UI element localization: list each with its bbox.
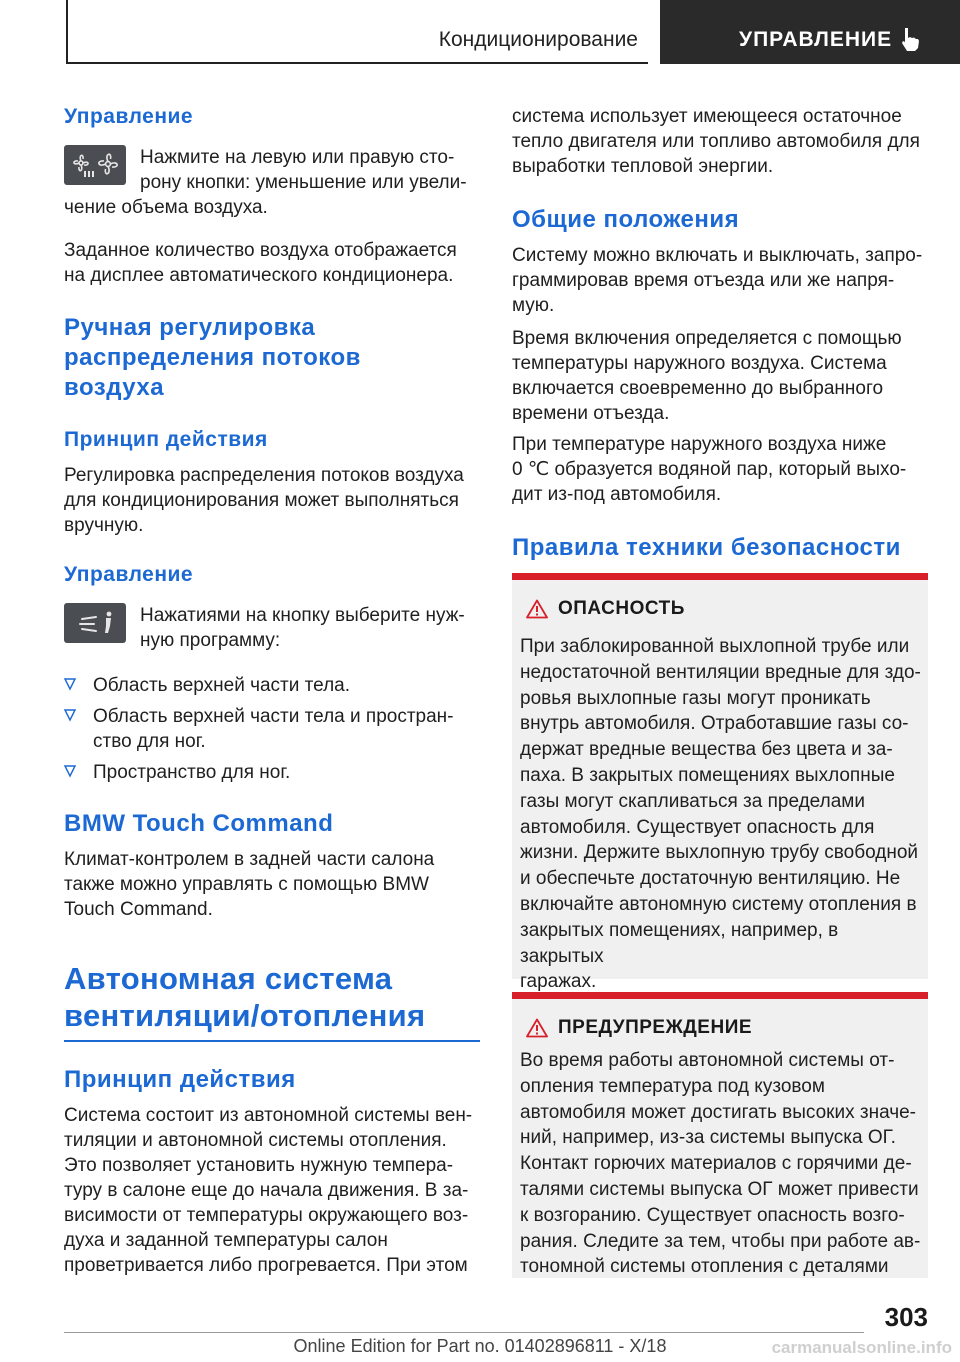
section-rule [64,1040,480,1042]
text-line: висимости от температуры окружающего воз- [64,1205,469,1226]
paragraph-general-2 [512,326,928,426]
text-line: проветривается либо прогревается. При этом [64,1255,468,1276]
air-distribution-icon [64,603,126,643]
header-chapter-tab [660,0,960,64]
text-line: ство для ног. [93,731,206,752]
text-line: Система состоит из автономной системы вен- [64,1105,473,1126]
chapter-label: УПРАВЛЕНИЕ [739,28,893,51]
heading-principle-1: Принцип действия [64,428,268,451]
text-line: тиляции и автономной системы отопления. [64,1130,447,1151]
text-line: мую. [512,295,555,316]
text-line: внутрь автомобиля. Отработавшие газы со- [520,713,909,735]
heading-safety: Правила техники безопасности [512,534,901,561]
text-line: для кондиционирования может выполняться [64,490,459,511]
text-line: Во время работы автономной системы от- [520,1050,895,1071]
warning-red-bar [512,992,928,999]
header-section-title: Кондиционирование [438,28,638,51]
heading-manual-airflow [64,313,480,403]
danger-title: ОПАСНОСТЬ [558,598,685,619]
list-item-text: Пространство для ног. [93,762,291,783]
paragraph-control-2 [140,603,480,653]
text-line: к возгоранию. Существует опасность возго- [520,1204,905,1226]
text-line: ний, например, из-за системы выпуска ОГ. [520,1127,896,1149]
text-line: включается своевременно до выбранного [512,378,884,399]
text-line: При температуре наружного воздуха ниже [512,434,887,455]
text-line: Заданное количество воздуха отображается [64,240,457,261]
text-line: ровья выхлопные газы могут проникать [520,687,871,709]
text-line: Нажатиями на кнопку выберите нуж- [140,605,465,626]
list-item-footwell [64,760,480,785]
text-line: рону кнопки: уменьшение или увели- [140,172,467,193]
warning-title: ПРЕДУПРЕЖДЕНИЕ [558,1017,753,1038]
danger-box [512,573,928,993]
paragraph-general-3 [512,432,928,507]
paragraph-continued [512,104,928,179]
text-line: недостаточной вентиляции вредные для здо- [520,661,921,683]
text-line: При заблокированной выхлопной трубе или [520,636,910,657]
text-line: закрытых помещениях, например, в закрытых [520,919,839,967]
warning-text [520,1048,924,1280]
heading-line: распределения потоков [64,344,361,371]
text-line: Touch Command. [64,899,213,920]
text-line: жизни. Держите выхлопную трубу свободной [520,842,919,864]
hand-pointer-icon [896,25,924,53]
text-line: и обеспечьте достаточную вентиляцию. Не [520,868,901,890]
heading-bmw-touch-command: BMW Touch Command [64,810,334,837]
paragraph-general-1 [512,243,928,318]
text-line: на дисплее автоматического кондиционера. [64,265,454,286]
heading-auto-ventilation [64,960,480,1034]
text-line: выработки тепловой энергии. [512,156,774,177]
footer-rule [64,1332,864,1333]
heading-control-2: Управление [64,563,194,586]
text-line: Регулировка распределения потоков воздуха [64,465,464,486]
heading-line: воздуха [64,374,165,401]
page-number: 303 [884,1302,928,1332]
text-line: времени отъезда. [512,403,670,424]
text-line: автомобиля может достигать высоких значе- [520,1101,917,1123]
danger-text [520,634,924,995]
footer-edition: Online Edition for Part no. 01402896811 - X/18 [293,1336,667,1356]
triangle-bullet-icon [64,673,76,693]
text-line: вручную. [64,515,144,536]
paragraph-bmw-touch-command [64,847,480,922]
text-line: Это позволяет установить нужную темпера- [64,1155,454,1176]
text-line: включайте автономную систему отопления в [520,893,917,915]
text-line: паха. В закрытых помещениях выхлопные [520,764,895,786]
text-line: рания. Следите за тем, чтобы при работе ав- [520,1230,921,1252]
heading-line: Автономная система [64,961,393,996]
list-item-text: Область верхней части тела. [93,675,351,696]
warning-box [512,992,928,1278]
text-line: Время включения определяется с помощью [512,328,902,349]
text-line: система использует имеющееся остаточное [512,106,902,127]
text-line: духа и заданной температуры салон [64,1230,388,1251]
text-line: тономной системы отопления с деталями [520,1256,889,1278]
text-line: температуры наружного воздуха. Система [512,353,887,374]
text-line: также можно управлять с помощью BMW [64,874,429,895]
heading-principle-2: Принцип действия [64,1066,296,1093]
fan-off-icon [64,145,126,185]
paragraph-principle-1 [64,463,480,538]
text-line: гаражах. [520,971,597,993]
text-line: 0 ℃ образуется водяной пар, который выхо- [512,459,907,480]
heading-line: вентиляции/отопления [64,998,426,1033]
list-item-upper-body-footwell [64,704,480,754]
warning-triangle-icon [526,1018,548,1038]
text-line: держат вредные вещества без цвета и за- [520,739,893,761]
text-line: Нажмите на левую или правую сто- [140,147,455,168]
paragraph-control-1b: чение объема воздуха. [64,197,268,218]
text-line: талями системы выпуска ОГ может привести [520,1178,919,1200]
text-line: дит из-под автомобиля. [512,484,722,505]
text-line: автомобиля. Существует опасность для [520,816,875,838]
danger-red-bar [512,573,928,580]
list-item-text [93,704,480,754]
heading-control-1: Управление [64,105,194,128]
warning-triangle-icon [526,599,548,619]
list-item-upper-body [64,673,480,698]
paragraph-control-1a [140,145,480,195]
text-line: граммировав время отъезда или же напря- [512,270,895,291]
text-line: опления температура под кузовом [520,1075,825,1097]
paragraph-principle-2 [64,1103,480,1278]
text-line: Область верхней части тела и простран- [93,706,454,727]
airflow-button-image [64,603,126,643]
text-line: тепло двигателя или топливо автомобиля для [512,131,920,152]
text-line: ную программу: [140,630,281,651]
text-line: Контакт горючих материалов с горячими де- [520,1153,912,1175]
heading-line: Ручная регулировка [64,314,316,341]
triangle-bullet-icon [64,704,76,724]
text-line: туру в салоне еще до начала движения. В за- [64,1180,469,1201]
triangle-bullet-icon [64,760,76,780]
text-line: Систему можно включать и выключать, запро- [512,245,923,266]
watermark: carmanualsonline.info [771,1338,952,1357]
fan-button-image [64,145,126,185]
text-line: Климат-контролем в задней части салона [64,849,435,870]
paragraph-display [64,238,480,288]
heading-general: Общие положения [512,206,740,233]
text-line: газы могут скапливаться за пределами [520,790,865,812]
